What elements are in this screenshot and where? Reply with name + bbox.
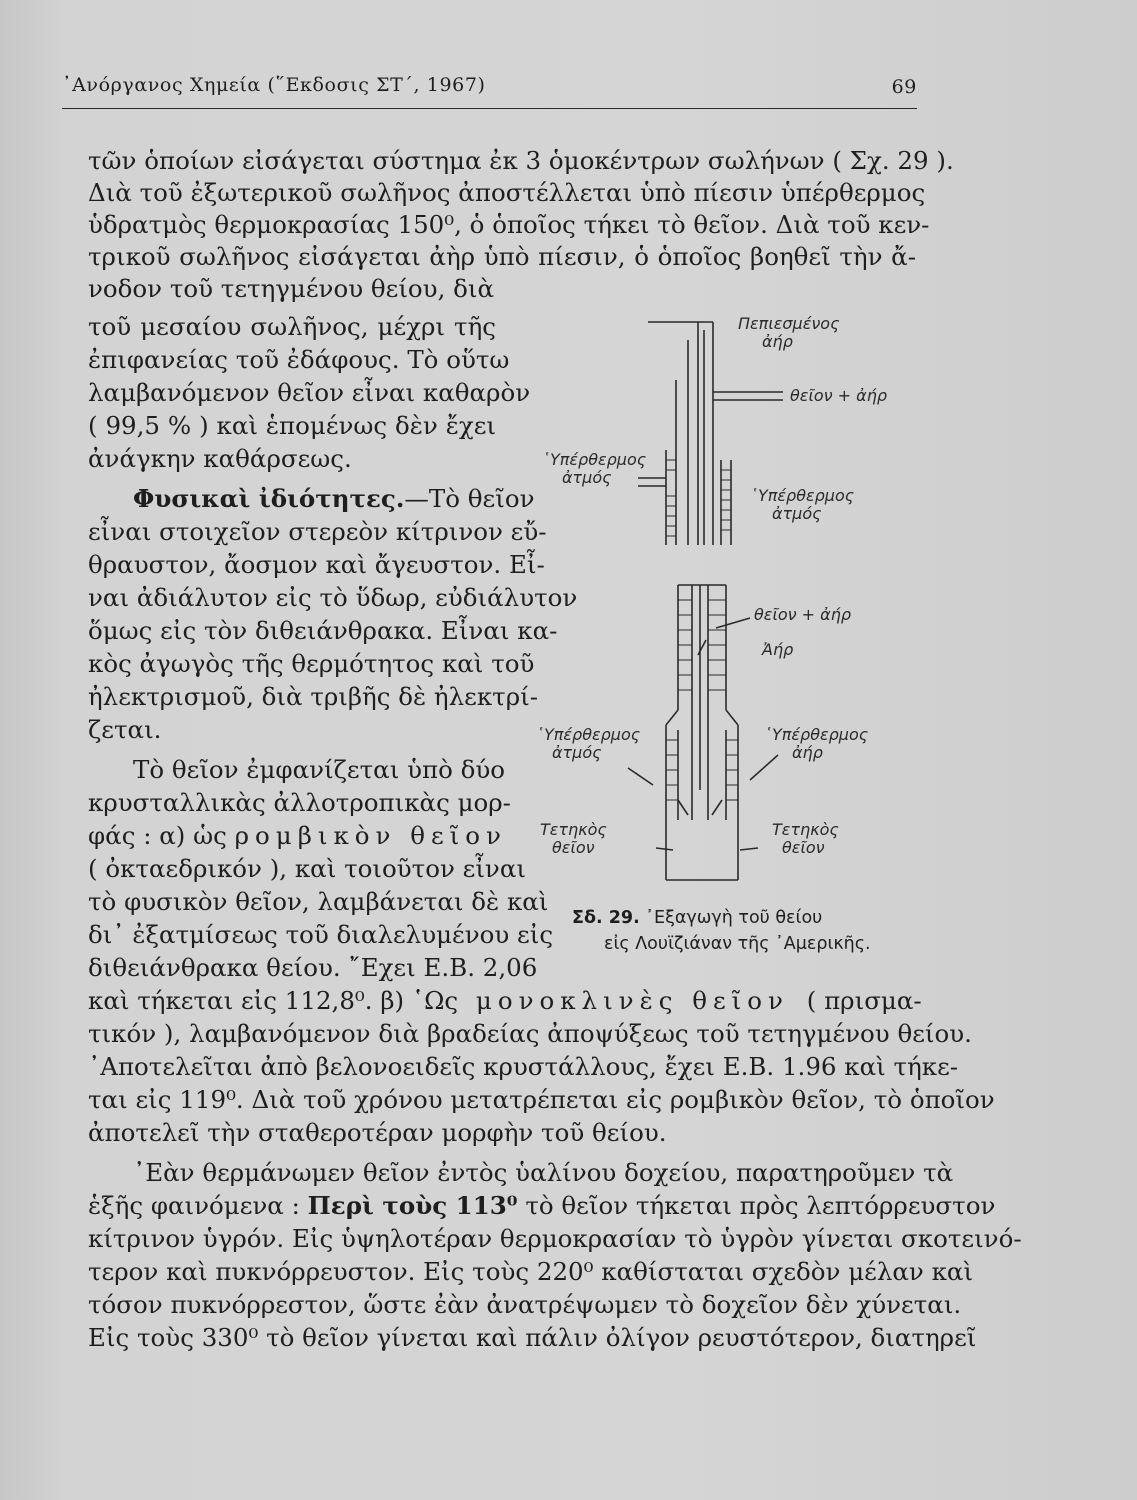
flow-arrow-left — [678, 800, 688, 815]
text-span: φάς : α) ὡς — [88, 821, 227, 850]
text-line: ὑδρατμὸς θερμοκρασίας 150⁰, ὁ ὁποῖος τήκει τὸ θεῖον. Διὰ τοῦ κεν- — [88, 210, 930, 239]
text-line: ζεται. — [88, 715, 162, 744]
caption-text-1: ᾿Εξαγωγὴ τοῦ θείου — [645, 908, 823, 928]
label-molten-left: Τετηκὸς — [540, 820, 607, 839]
text-line: τὸ φυσικὸν θεῖον, λαμβάνεται δὲ καὶ — [88, 887, 549, 916]
emphasis-term: μονοκλινὲς θεῖον — [475, 986, 789, 1015]
label-air: Ἀήρ — [762, 640, 794, 659]
text-line: τόσον πυκνόρρεστον, ὥστε ἐὰν ἀνατρέψωμεν τὸ δοχεῖον δὲν χύνεται. — [88, 1290, 962, 1319]
label-steam-left-top: ῾Υπέρθερμος — [542, 450, 647, 469]
label-compressed-air-2: ἀήρ — [762, 332, 793, 351]
leader-air-right — [750, 755, 778, 780]
text-line: δι᾿ ἐξατμίσεως τοῦ διαλελυμένου εἰς — [88, 920, 554, 949]
text-line: τικόν ), λαμβανόμενον διὰ βραδείας ἀποψύξεως τοῦ τετηγμένου θείου. — [88, 1019, 972, 1048]
label-sulfur-air-top: θεῖον + ἀήρ — [790, 386, 887, 405]
text-span: καὶ τήκεται εἰς 112,8⁰. β) ῾Ως — [88, 986, 459, 1015]
header-title: ᾿Ανόργανος Χημεία (῞Εκδοσις ΣΤ΄, 1967) — [62, 74, 486, 96]
flow-arrow-right — [712, 800, 722, 815]
bottom-flare-right — [726, 710, 738, 725]
leader-molten-left — [656, 848, 673, 850]
text-line: τερον καὶ πυκνόρρευστον. Εἰς τοὺς 220⁰ καθίσταται σχεδὸν μέλαν καὶ — [88, 1257, 974, 1286]
running-header — [62, 68, 917, 109]
text-line: ( 99,5 % ) καὶ ἑπομένως δὲν ἔχει — [88, 411, 496, 440]
text-line: κρυσταλλικὰς ἀλλοτροπικὰς μορ- — [88, 788, 511, 817]
text-line: ται εἰς 119⁰. Διὰ τοῦ χρόνου μετατρέπεται εἰς ρομβικὸν θεῖον, τὸ ὁποῖον — [88, 1085, 995, 1114]
label-hot-air-right: ῾Υπέρθερμος — [764, 725, 869, 744]
leader-sulfur-air — [716, 618, 750, 628]
page-number: 69 — [891, 76, 917, 98]
text-line: ὅμως εἰς τὸν διθειάνθρακα. Εἶναι κα- — [88, 616, 558, 645]
caption-number: Σδ. 29. — [572, 908, 640, 928]
text-line: ἠλεκτρισμοῦ, διὰ τριβῆς δὲ ἠλεκτρί- — [88, 682, 538, 711]
section-heading: Φυσικαὶ ἰδιότητες. — [133, 484, 405, 513]
label-molten-right-2: θεῖον — [782, 838, 825, 857]
text-line — [88, 821, 507, 851]
text-line: ἐπιφανείας τοῦ ἐδάφους. Τὸ οὕτω — [88, 345, 510, 374]
text-line: ἀνάγκην καθάρσεως. — [88, 444, 352, 473]
label-steam-left-top-2: ἀτμός — [562, 468, 612, 487]
text-line: κὸς ἀγωγὸς τῆς θερμότητος καὶ τοῦ — [88, 649, 535, 678]
text-line: εἶναι στοιχεῖον στερεὸν κίτρινον εὔ- — [88, 517, 547, 546]
text-line: ἀποτελεῖ τὴν σταθεροτέραν μορφὴν τοῦ θείου. — [88, 1118, 667, 1147]
text-line: ᾿Αποτελεῖται ἀπὸ βελονοειδεῖς κρυστάλλους, ἔχει Ε.Β. 1.96 καὶ τήκε- — [88, 1052, 959, 1081]
text-span: ἑξῆς φαινόμενα : — [88, 1191, 300, 1220]
emphasis-term: Περὶ τοὺς 113⁰ — [307, 1191, 518, 1220]
label-steam-left-bottom: ῾Υπέρθερμος — [536, 725, 641, 744]
section-heading-line — [133, 484, 535, 514]
label-steam-right-top: ῾Υπέρθερμος — [750, 486, 855, 505]
emphasis-term: ρομβικὸν θεῖον — [234, 821, 507, 850]
text-line: νοδον τοῦ τετηγμένου θείου, διὰ — [88, 274, 495, 303]
text-line: θραυστον, ἄοσμον καὶ ἄγευστον. Εἶ- — [88, 550, 545, 579]
text-line: τρικοῦ σωλῆνος εἰσάγεται ἀὴρ ὑπὸ πίεσιν, ὁ ὁποῖος βοηθεῖ τὴν ἄ- — [88, 242, 916, 271]
text-span: —Τὸ θεῖον — [404, 484, 535, 513]
label-molten-left-2: θεῖον — [552, 838, 595, 857]
text-line: διθειάνθρακα θείου. ῎Εχει Ε.Β. 2,06 — [88, 953, 538, 982]
text-line: ( ὀκταεδρικόν ), καὶ τοιοῦτον εἶναι — [88, 854, 526, 883]
label-hot-air-right-2: ἀήρ — [792, 743, 823, 762]
text-line: τοῦ μεσαίου σωλῆνος, μέχρι τῆς — [88, 312, 496, 341]
text-line: Διὰ τοῦ ἐξωτερικοῦ σωλῆνος ἀποστέλλεται ὑπὸ πίεσιν ὑπέρθερμος — [88, 178, 926, 207]
text-line: τῶν ὁποίων εἰσάγεται σύστημα ἐκ 3 ὁμοκέντρων σωλήνων ( Σχ. 29 ). — [88, 146, 954, 175]
caption-text-2: εἰς Λουϊζιάναν τῆς ᾿Αμερικῆς. — [604, 934, 871, 954]
figure-caption — [572, 905, 902, 957]
text-line: Εἰς τοὺς 330⁰ τὸ θεῖον γίνεται καὶ πάλιν ὀλίγον ρευστότερον, διατηρεῖ — [88, 1323, 977, 1352]
text-line: Τὸ θεῖον ἐμφανίζεται ὑπὸ δύο — [133, 755, 506, 784]
label-steam-left-bottom-2: ἀτμός — [552, 743, 602, 762]
text-line: λαμβανόμενον θεῖον εἶναι καθαρὸν — [88, 378, 531, 407]
label-sulfur-air-mid: θεῖον + ἀήρ — [754, 605, 851, 624]
text-line: ναι ἀδιάλυτον εἰς τὸ ὕδωρ, εὐδιάλυτον — [88, 583, 578, 612]
text-line — [88, 1191, 996, 1221]
leader-molten-right — [740, 848, 758, 850]
label-steam-right-top-2: ἀτμός — [772, 504, 822, 523]
text-span: ( πρισμα- — [806, 986, 922, 1015]
bottom-flare-left — [666, 710, 678, 725]
text-line: ᾿Εὰν θερμάνωμεν θεῖον ἐντὸς ὑαλίνου δοχείου, παρατηροῦμεν τὰ — [133, 1158, 954, 1187]
text-line — [88, 986, 922, 1016]
leader-steam-left — [628, 768, 653, 785]
frasch-process-figure — [528, 300, 908, 930]
label-molten-right: Τετηκὸς — [772, 820, 839, 839]
text-line: κίτρινον ὑγρόν. Εἰς ὑψηλοτέραν θερμοκρασίαν τὸ ὑγρὸν γίνεται σκοτεινό- — [88, 1224, 1022, 1253]
text-span: τὸ θεῖον τήκεται πρὸς λεπτόρρευστον — [525, 1191, 996, 1220]
label-compressed-air: Πεπιεσμένος — [738, 314, 840, 333]
